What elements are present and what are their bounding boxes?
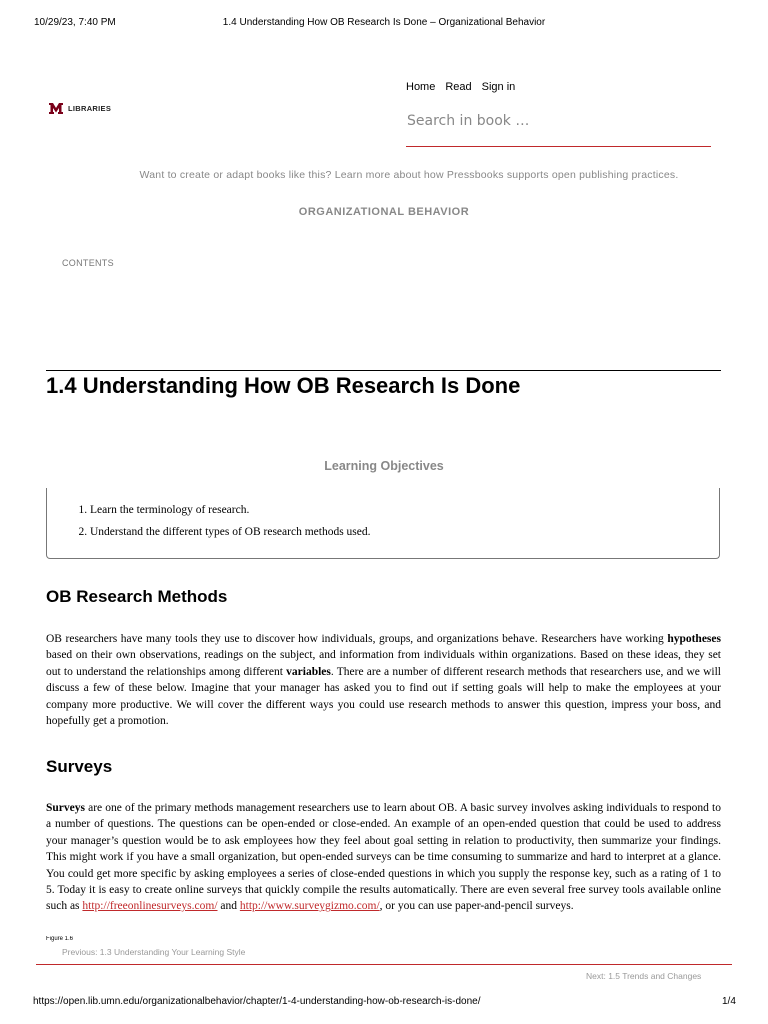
- learning-objectives-box: [46, 488, 720, 559]
- top-navigation: [406, 81, 515, 93]
- paragraph-text: are one of the primary methods management researchers use to learn about OB. A basic survey involves asking individuals to respond to a number of questions. The questions can be open-ended or close-ended. An example of an open-ended question that could be used to address your manager’s question would be to ask employees how they feel about goal setting in relation to productivity, then summarize your findings. This might work if you have a small organization, but open-ended surveys can be time consuming to summarize and hard to interpret at a glance. You could get more specific by asking employees a series of close-ended questions in which you supply the response key, such as a rating of 1 to 5. Today it is easy to create online surveys that quickly compile the results automatically. There are even several free survey tools available online such as: [46, 802, 721, 913]
- book-title[interactable]: ORGANIZATIONAL BEHAVIOR: [298, 206, 470, 218]
- print-page-title: 1.4 Understanding How OB Research Is Done – Organizational Behavior: [222, 17, 546, 28]
- list-item: 1. Learn the terminology of research.: [90, 503, 371, 518]
- nav-sign-in-link[interactable]: Sign in: [481, 81, 516, 93]
- list-item: 2. Understand the different types of OB research methods used.: [90, 525, 371, 540]
- learning-objectives-list: [47, 503, 371, 547]
- print-footer-url: https://open.lib.umn.edu/organizationalbehavior/chapter/1-4-understanding-how-ob-research-is-done/: [33, 996, 481, 1007]
- term-surveys: Surveys: [46, 802, 85, 814]
- paragraph-text: based on their own observations, readings on the subject, and information from individuals within organizations. Based on these ideas, they set out to understand the relationships among different: [46, 649, 721, 678]
- section-heading-ob-research-methods: OB Research Methods: [46, 587, 228, 606]
- surveygizmo-link[interactable]: http://www.surveygizmo.com/: [239, 900, 380, 913]
- nav-home-link[interactable]: Home: [406, 81, 436, 93]
- paragraph-text: and: [217, 900, 240, 913]
- paragraph-text: . There are a number of different research methods that researchers use, and we will discuss a few of these below. Imagine that your manager has asked you to find out if setting goals will help to make the employees at your company more productive. We will cover the different ways you could use research methods to answer this question, impress your boss, and hopefully get a promotion.: [46, 665, 721, 728]
- paragraph-surveys: [46, 800, 721, 915]
- chapter-title: 1.4 Understanding How OB Research Is Done: [46, 373, 521, 398]
- search-input[interactable]: [406, 110, 713, 132]
- next-chapter-link[interactable]: Next: 1.5 Trends and Changes: [586, 971, 702, 981]
- search-box: [406, 110, 711, 147]
- navigation-divider: [36, 964, 732, 965]
- promo-text[interactable]: Want to create or adapt books like this? Learn more about how Pressbooks supports open publishing practices.: [139, 169, 679, 181]
- previous-chapter-link[interactable]: Previous: 1.3 Understanding Your Learning Style: [62, 947, 246, 957]
- term-variables: variables: [286, 665, 331, 678]
- contents-toggle[interactable]: CONTENTS: [62, 258, 114, 268]
- logo-text: LIBRARIES: [68, 104, 112, 113]
- paragraph-text: , or you can use paper-and-pencil surveys.: [379, 900, 574, 913]
- nav-read-link[interactable]: Read: [445, 81, 472, 93]
- university-m-logo-icon: [49, 103, 63, 114]
- site-logo[interactable]: [49, 103, 111, 114]
- print-datetime: 10/29/23, 7:40 PM: [34, 17, 116, 28]
- print-page-number: 1/4: [722, 996, 736, 1007]
- learning-objectives-heading: Learning Objectives: [324, 459, 444, 473]
- figure-caption: Figure 1.6: [46, 936, 74, 942]
- title-divider: [46, 370, 721, 371]
- paragraph-ob-research-methods: [46, 631, 721, 729]
- section-heading-surveys: Surveys: [46, 757, 113, 776]
- paragraph-text: OB researchers have many tools they use to discover how individuals, groups, and organizations behave. Researchers have working: [46, 633, 668, 645]
- term-hypotheses: hypotheses: [667, 633, 721, 645]
- freeonlinesurveys-link[interactable]: http://freeonlinesurveys.com/: [82, 900, 218, 913]
